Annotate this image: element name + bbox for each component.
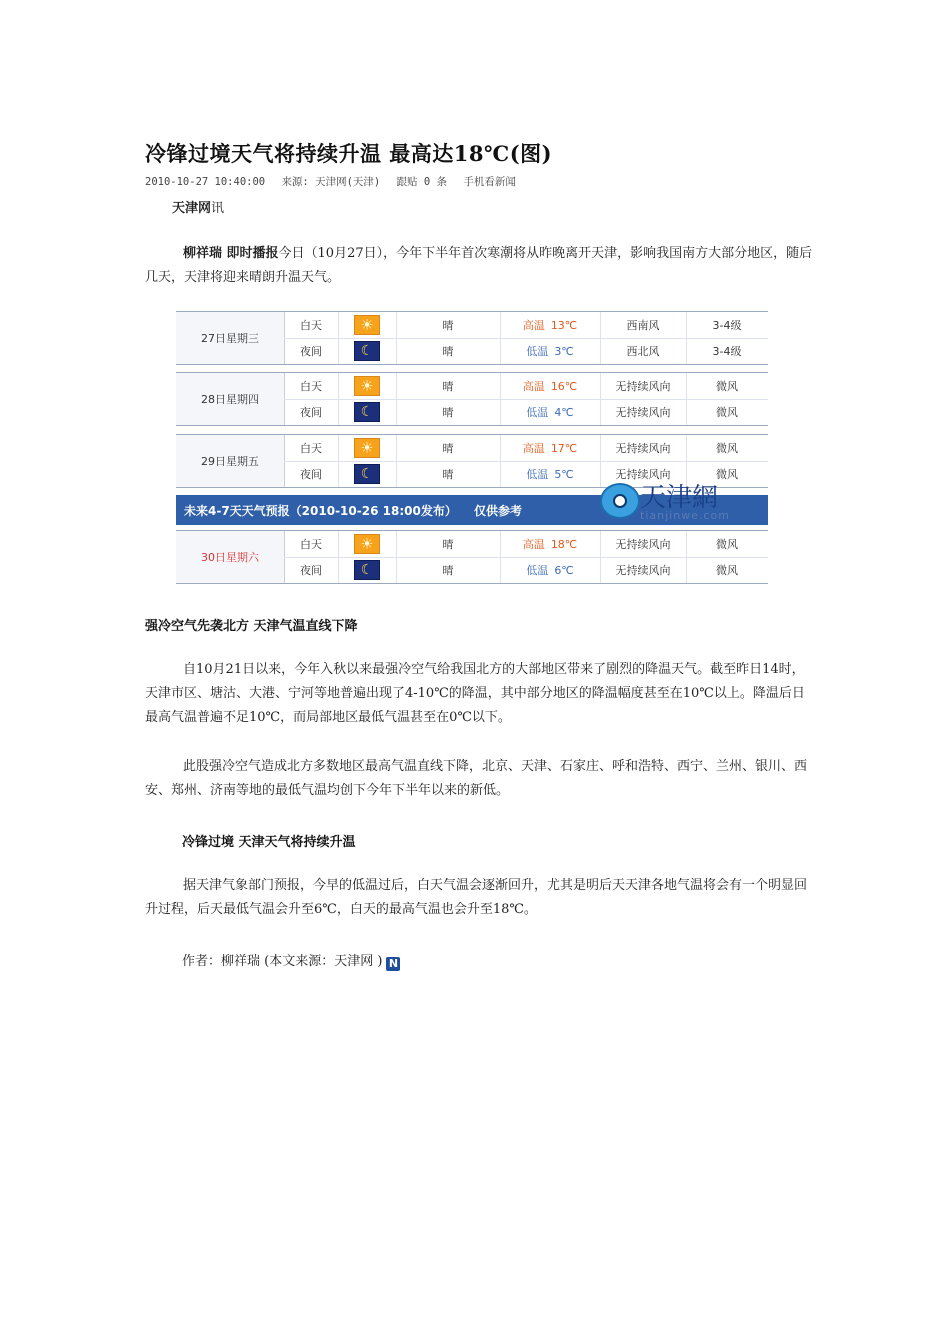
temp-value: 6℃	[554, 563, 574, 577]
forecast-row	[284, 373, 768, 400]
temp-value: 5℃	[554, 467, 574, 481]
lead-paragraph	[145, 242, 813, 290]
forecast-wind-force: 3-4级	[712, 345, 742, 358]
forecast-period: 夜间	[284, 461, 339, 487]
moon-icon: ☾	[354, 402, 380, 422]
temp-value: 3℃	[554, 344, 574, 358]
forecast-row	[284, 338, 768, 364]
forecast-condition: 晴	[396, 435, 501, 461]
author-text: 作者：柳祥瑞 (本文来源：天津网 )	[182, 954, 383, 969]
forecast-condition: 晴	[396, 531, 501, 557]
temp-label: 高温	[522, 319, 545, 332]
sun-icon: ☀	[354, 315, 380, 335]
forecast-icon-cell	[338, 461, 397, 487]
forecast-wind-force: 微风	[716, 538, 738, 551]
forecast-temp-cell	[500, 338, 601, 364]
forecast-temp-cell	[500, 399, 601, 425]
forecast-period: 白天	[284, 531, 339, 557]
fish-logo-icon	[600, 483, 640, 519]
forecast-period: 夜间	[284, 399, 339, 425]
forecast-wind-force: 微风	[716, 468, 738, 481]
forecast-condition: 晴	[396, 461, 501, 487]
forecast-wind-force: 微风	[716, 564, 738, 577]
forecast-temp-cell	[500, 435, 601, 461]
forecast-day	[176, 311, 768, 365]
temp-label: 低温	[526, 406, 549, 419]
forecast-row	[284, 435, 768, 462]
logo-en: tianjinwe.com	[640, 509, 730, 522]
news-badge-icon[interactable]: N	[386, 957, 400, 971]
sun-icon: ☀	[354, 376, 380, 396]
section-heading-1: 强冷空气先袭北方 天津气温直线下降	[145, 619, 358, 634]
forecast-temp-cell	[500, 373, 601, 399]
moon-icon: ☾	[354, 464, 380, 484]
section-heading-2: 冷锋过境 天津天气将持续升温	[182, 835, 356, 850]
author-line	[182, 950, 400, 971]
article-title: 冷锋过境天气将持续升温 最高达18℃(图)	[145, 141, 553, 166]
temp-label: 低温	[526, 345, 549, 358]
temp-label: 高温	[522, 380, 545, 393]
forecast-wind-force: 微风	[716, 380, 738, 393]
forecast-temp-cell	[500, 531, 601, 557]
brand-suffix: 讯	[211, 201, 225, 216]
lead-byline: 柳祥瑞 即时播报	[183, 246, 279, 261]
moon-icon: ☾	[354, 560, 380, 580]
forecast-wind: 无持续风向	[600, 557, 687, 583]
temp-label: 高温	[522, 442, 545, 455]
forecast-wind-force: 微风	[716, 406, 738, 419]
banner-title: 未来4-7天天气预报（2010-10-26 18:00发布）	[184, 504, 457, 518]
temp-value: 4℃	[554, 405, 574, 419]
forecast-condition: 晴	[396, 338, 501, 364]
temp-label: 低温	[526, 564, 549, 577]
mobile-news-link[interactable]: 手机看新闻	[463, 176, 516, 188]
forecast-wind: 无持续风向	[600, 435, 687, 461]
forecast-temp-cell	[500, 461, 601, 487]
paragraph-2: 此股强冷空气造成北方多数地区最高气温直线下降，北京、天津、石家庄、呼和浩特、西宁、兰州、银川、西安、郑州、济南等地的最低气温均创下今年下半年以来的新低。	[145, 759, 808, 798]
forecast-wind: 无持续风向	[600, 461, 687, 487]
paragraph-3: 据天津气象部门预报，今早的低温过后，白天气温会逐渐回升，尤其是明后天天津各地气温将会有一个明显回升过程，后天最低气温会升至6℃，白天的最高气温也会升至18℃。	[145, 878, 808, 917]
forecast-date: 29日星期五	[176, 435, 285, 487]
forecast-temp-cell	[500, 557, 601, 583]
forecast-condition: 晴	[396, 557, 501, 583]
forecast-period: 白天	[284, 373, 339, 399]
source-link[interactable]: 来源: 天津网(天津)	[281, 176, 381, 188]
forecast-row	[284, 557, 768, 583]
weather-forecast-table	[176, 311, 768, 581]
article-meta	[145, 174, 526, 189]
forecast-icon-cell	[338, 338, 397, 364]
forecast-wind-force: 3-4级	[712, 319, 742, 332]
sun-icon: ☀	[354, 438, 380, 458]
sun-icon: ☀	[354, 534, 380, 554]
forecast-icon-cell	[338, 435, 397, 461]
temp-label: 低温	[526, 468, 549, 481]
paragraph-1: 自10月21日以来，今年入秋以来最强冷空气给我国北方的大部地区带来了剧烈的降温天气。截至昨日14时，天津市区、塘沽、大港、宁河等地普遍出现了4-10℃的降温，其中部分地区的降温幅度甚至在10℃以上。降温后日最高气温普遍不足10℃，而局部地区最低气温甚至在0℃以下。	[145, 662, 805, 725]
brand-line	[172, 197, 224, 216]
publish-datetime: 2010-10-27 10:40:00	[145, 176, 266, 188]
tianjinwe-logo	[600, 477, 768, 525]
forecast-day	[176, 372, 768, 426]
forecast-wind: 西北风	[600, 338, 687, 364]
fish-eye	[613, 494, 627, 508]
forecast-period: 白天	[284, 312, 339, 338]
forecast-wind-force: 微风	[716, 442, 738, 455]
forecast-row	[284, 312, 768, 339]
forecast-condition: 晴	[396, 312, 501, 338]
forecast-icon-cell	[338, 531, 397, 557]
moon-icon: ☾	[354, 341, 380, 361]
logo-cn: 天津網	[640, 483, 719, 513]
brand-name: 天津网	[172, 201, 212, 216]
banner-note: 仅供参考	[474, 504, 523, 518]
replies-link[interactable]: 跟贴 0 条	[396, 176, 448, 188]
forecast-wind: 无持续风向	[600, 373, 687, 399]
forecast-condition: 晴	[396, 399, 501, 425]
forecast-row	[284, 531, 768, 558]
temp-value: 13℃	[550, 318, 578, 332]
forecast-date: 28日星期四	[176, 373, 285, 425]
forecast-wind: 无持续风向	[600, 399, 687, 425]
forecast-period: 夜间	[284, 338, 339, 364]
temp-label: 高温	[522, 538, 545, 551]
forecast-condition: 晴	[396, 373, 501, 399]
forecast-period: 夜间	[284, 557, 339, 583]
forecast-icon-cell	[338, 399, 397, 425]
forecast-row	[284, 399, 768, 425]
temp-value: 17℃	[550, 441, 578, 455]
forecast-wind: 无持续风向	[600, 531, 687, 557]
forecast-icon-cell	[338, 557, 397, 583]
lead-text: 今日（10月27日），今年下半年首次寒潮将从昨晚离开天津，影响我国南方大部分地区，随后几天，天津将迎来晴朗升温天气。	[145, 246, 813, 285]
forecast-day	[176, 530, 768, 584]
forecast-date: 27日星期三	[176, 312, 285, 364]
forecast-icon-cell	[338, 373, 397, 399]
temp-value: 18℃	[550, 537, 578, 551]
temp-value: 16℃	[550, 379, 578, 393]
forecast-wind: 西南风	[600, 312, 687, 338]
forecast-temp-cell	[500, 312, 601, 338]
forecast-period: 白天	[284, 435, 339, 461]
forecast-date: 30日星期六	[176, 531, 285, 583]
forecast-icon-cell	[338, 312, 397, 338]
